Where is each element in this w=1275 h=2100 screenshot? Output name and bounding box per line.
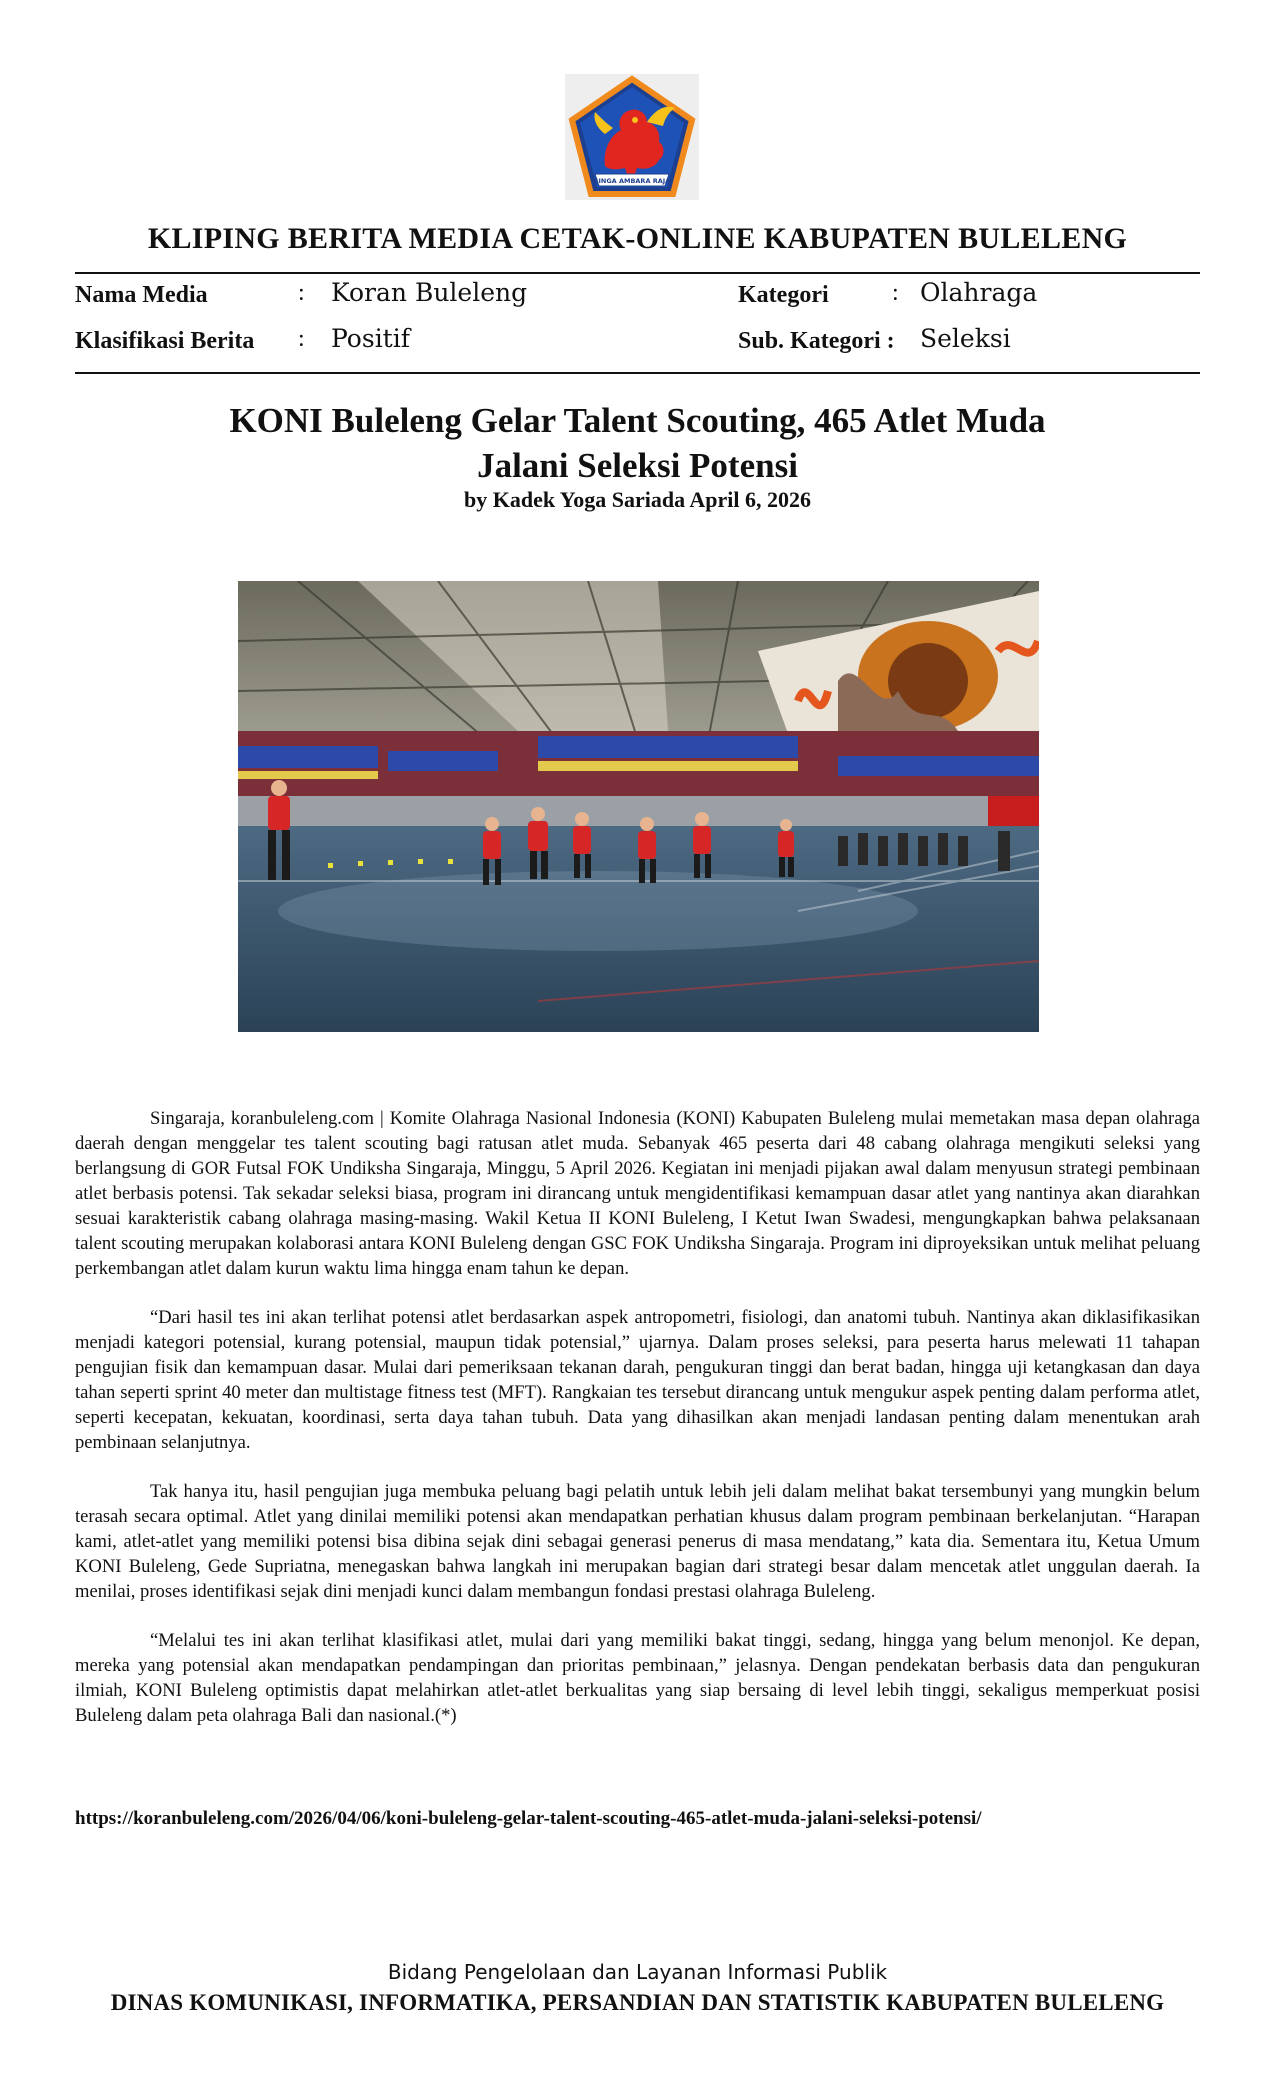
article-body xyxy=(75,1106,1200,1752)
classification-colon: : xyxy=(298,326,305,352)
classification-label: Klasifikasi Berita xyxy=(75,328,255,354)
article-headline xyxy=(0,398,1275,488)
media-label: Nama Media xyxy=(75,282,208,308)
category-label: Kategori xyxy=(738,282,829,308)
page-title: KLIPING BERITA MEDIA CETAK-ONLINE KABUPATEN BULELENG xyxy=(147,222,1128,255)
media-colon: : xyxy=(298,280,305,306)
footer-division: Bidang Pengelolaan dan Layanan Informasi Publik xyxy=(387,1960,888,1984)
classification-value: Positif xyxy=(331,324,410,353)
meta-row-classification xyxy=(75,324,1200,360)
logo-motto: SINGA AMBARA RAJA xyxy=(593,177,671,185)
article-paragraph: Tak hanya itu, hasil pengujian juga membuka peluang bagi pelatih untuk lebih jeli dalam melihat bakat tersembunyi yang mungkin belum terasah secara optimal. Atlet yang dinilai memiliki potensi akan mendapatkan perhatian khusus dalam program pembinaan berkelanjutan. “Harapan kami, atlet-atlet yang memiliki potensi bisa dibina sejak dini sebagai generasi penerus di masa mendatang,” kata dia. Sementara itu, Ketua Umum KONI Buleleng, Gede Supriatna, menegaskan bahwa langkah ini merupakan bagian dari strategi besar dalam mencetak atlet unggulan daerah. Ia menilai, proses identifikasi sejak dini menjadi kunci dalam membangun fondasi prestasi olahraga Buleleng. xyxy=(75,1481,1200,1602)
regency-emblem-logo xyxy=(565,74,699,200)
media-value: Koran Buleleng xyxy=(331,278,528,307)
headline-line-2: Jalani Seleksi Potensi xyxy=(477,446,798,485)
header-divider-bottom xyxy=(75,372,1200,374)
meta-row-media xyxy=(75,278,1200,314)
subcategory-label: Sub. Kategori : xyxy=(738,328,895,354)
article-photo xyxy=(238,581,1039,1032)
category-value: Olahraga xyxy=(920,278,1038,307)
source-url: https://koranbuleleng.com/2026/04/06/koni-buleleng-gelar-talent-scouting-465-atlet-muda-jalani-seleksi-potensi/ xyxy=(75,1808,982,1829)
article-paragraph: “Dari hasil tes ini akan terlihat potensi atlet berdasarkan aspek antropometri, fisiologi, dan anatomi tubuh. Nantinya akan diklasifikasikan menjadi kategori potensial, kurang potensial, maupun tidak potensial,” ujarnya. Dalam proses seleksi, para peserta harus melewati 11 tahapan pengujian fisik dan kemampuan dasar. Mulai dari pemeriksaan tekanan darah, pengukuran tinggi dan berat badan, hingga uji ketangkasan dan daya tahan seperti sprint 40 meter dan multistage fitness test (MFT). Rangkaian tes tersebut dirancang untuk mengukur aspek penting dalam performa atlet, seperti kecepatan, kekuatan, koordinasi, serta daya tahan tubuh. Data yang dihasilkan akan menjadi landasan penting dalam menentukan arah pembinaan selanjutnya. xyxy=(75,1307,1200,1453)
headline-line-1: KONI Buleleng Gelar Talent Scouting, 465 Atlet Muda xyxy=(229,401,1046,440)
category-colon: : xyxy=(892,280,899,306)
header-divider-top xyxy=(75,272,1200,274)
subcategory-value: Seleksi xyxy=(920,324,1011,353)
footer-agency: DINAS KOMUNIKASI, INFORMATIKA, PERSANDIAN DAN STATISTIK KABUPATEN BULELENG xyxy=(110,1990,1165,2015)
article-paragraph: “Melalui tes ini akan terlihat klasifikasi atlet, mulai dari yang memiliki bakat tinggi, sedang, hingga yang belum menonjol. Ke depan, mereka yang potensial akan mendapatkan pendampingan dan prioritas pembinaan,” jelasnya. Dengan pendekatan berbasis data dan pengukuran ilmiah, KONI Buleleng optimistis dapat melahirkan atlet-atlet berkualitas yang siap bersaing di level lebih tinggi, sekaligus memperkuat posisi Buleleng dalam peta olahraga Bali dan nasional.(*) xyxy=(75,1630,1200,1726)
article-byline: by Kadek Yoga Sariada April 6, 2026 xyxy=(464,487,811,512)
article-paragraph: Singaraja, koranbuleleng.com | Komite Olahraga Nasional Indonesia (KONI) Kabupaten Buleleng mulai memetakan masa depan olahraga daerah dengan menggelar tes talent scouting bagi ratusan atlet muda. Sebanyak 465 peserta dari 48 cabang olahraga mengikuti seleksi yang berlangsung di GOR Futsal FOK Undiksha Singaraja, Minggu, 5 April 2026. Kegiatan ini menjadi pijakan awal dalam menyusun strategi pembinaan atlet berbasis potensi. Tak sekadar seleksi biasa, program ini dirancang untuk mengidentifikasi kemampuan dasar atlet yang nantinya akan diarahkan sesuai karakteristik cabang olahraga masing-masing. Wakil Ketua II KONI Buleleng, I Ketut Iwan Swadesi, mengungkapkan bahwa pelaksanaan talent scouting merupakan kolaborasi antara KONI Buleleng dengan GSC FOK Undiksha Singaraja. Program ini diproyeksikan untuk melihat peluang perkembangan atlet dalam kurun waktu lima hingga enam tahun ke depan. xyxy=(75,1108,1200,1279)
